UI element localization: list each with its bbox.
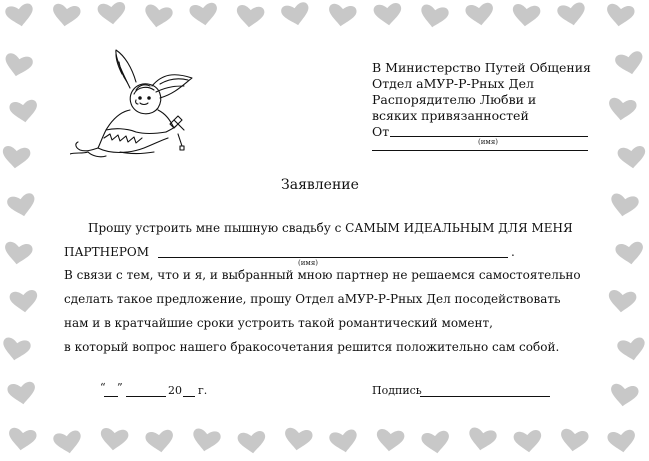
date-day-field[interactable]	[104, 396, 118, 397]
heart-icon	[615, 241, 645, 266]
heart-icon	[7, 427, 37, 452]
body-line-4: сделать такое предложение, прошу Отдел аМУР-Р-Рных Дел посодействовать	[64, 292, 561, 306]
date-year-suffix: г.	[198, 384, 208, 397]
heart-icon	[189, 2, 219, 27]
recipient-line-1: В Министерство Путей Общения	[372, 60, 591, 75]
heart-icon	[6, 192, 37, 219]
cupid-illustration	[70, 48, 198, 166]
from-name-hint: (имя)	[478, 138, 498, 146]
heart-icon	[375, 428, 405, 452]
heart-icon	[1, 337, 32, 363]
heart-icon	[7, 381, 37, 406]
recipient-line-2: Отдел аМУР-Р-Рных Дел	[372, 76, 534, 91]
heart-icon	[513, 429, 543, 453]
body-line-5: нам и в кратчайшие сроки устроить такой романтический момент,	[64, 316, 493, 330]
heart-icon	[421, 430, 451, 455]
heart-icon	[559, 428, 589, 453]
date-year-prefix: 20	[168, 384, 182, 397]
heart-icon	[419, 4, 450, 30]
page-title: Заявление	[281, 177, 359, 193]
heart-icon	[609, 193, 640, 219]
from-label: От	[372, 124, 390, 139]
heart-icon	[616, 337, 647, 363]
heart-icon	[1, 145, 31, 169]
heart-icon	[283, 427, 313, 452]
heart-icon	[328, 429, 359, 455]
heart-icon	[614, 50, 645, 77]
partner-label: ПАРТНЕРОМ	[64, 245, 150, 259]
recipient-line-3: Распорядителю Любви и	[372, 92, 537, 107]
heart-icon	[9, 289, 39, 313]
from-name-field-2[interactable]	[372, 150, 588, 151]
body-line-3: В связи с тем, что и я, и выбранный мною партнер не решаемся самостоятельно	[64, 268, 581, 282]
partner-name-field[interactable]	[158, 257, 508, 258]
heart-icon	[617, 145, 647, 169]
from-name-field[interactable]	[390, 136, 588, 137]
heart-icon	[191, 428, 222, 454]
heart-icon	[235, 4, 265, 28]
heart-icon	[607, 97, 637, 122]
heart-icon	[605, 3, 635, 28]
heart-icon	[9, 99, 39, 124]
heart-icon	[4, 3, 35, 29]
heart-icon	[609, 383, 639, 408]
heart-icon	[52, 430, 83, 456]
date-month-field[interactable]	[126, 396, 166, 397]
heart-icon	[145, 429, 175, 454]
heart-icon	[99, 427, 129, 451]
date-quote-close: ”	[117, 381, 123, 394]
date-year-field[interactable]	[183, 396, 195, 397]
heart-icon	[280, 1, 311, 28]
heart-icon	[327, 3, 357, 28]
heart-icon	[3, 241, 33, 266]
body-line-1: Прошу устроить мне пышную свадьбу с САМЫМ ИДЕАЛЬНЫМ ДЛЯ МЕНЯ	[88, 221, 573, 235]
heart-icon	[97, 1, 127, 25]
heart-icon	[465, 2, 495, 27]
heart-icon	[143, 4, 174, 30]
partner-name-hint: (имя)	[298, 259, 318, 267]
heart-icon	[556, 2, 587, 28]
heart-icon	[51, 3, 81, 28]
date-quote-open: “	[100, 381, 106, 394]
heart-icon	[373, 2, 403, 26]
signature-field[interactable]	[420, 396, 550, 397]
heart-icon	[467, 427, 498, 453]
body-line-6: в который вопрос нашего бракосочетания решится положительно сам собой.	[64, 340, 560, 354]
signature-label: Подпись	[372, 384, 422, 397]
heart-icon	[2, 52, 33, 79]
heart-icon	[511, 3, 541, 27]
heart-icon	[607, 429, 637, 454]
partner-period: .	[511, 245, 515, 259]
recipient-line-4: всяких привязанностей	[372, 108, 529, 123]
heart-icon	[237, 430, 267, 454]
heart-icon	[607, 289, 637, 313]
